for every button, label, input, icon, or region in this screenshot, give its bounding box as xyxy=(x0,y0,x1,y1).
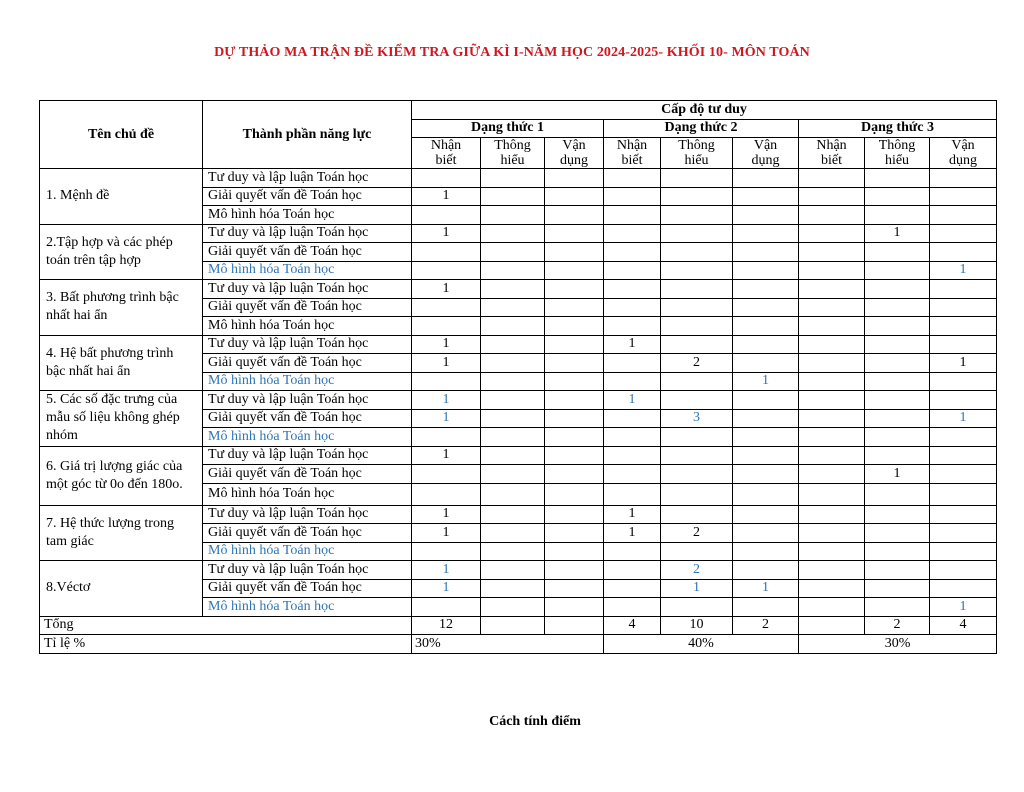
count-cell xyxy=(733,598,799,617)
count-cell xyxy=(733,561,799,580)
count-cell xyxy=(604,224,661,243)
count-cell xyxy=(545,261,604,280)
competency-label: Mô hình hóa Toán học xyxy=(203,261,412,280)
count-cell xyxy=(412,261,481,280)
count-cell xyxy=(799,428,865,447)
count-cell xyxy=(545,391,604,410)
count-cell xyxy=(799,261,865,280)
matrix-row xyxy=(40,280,997,299)
count-cell xyxy=(481,465,545,484)
total-cell: 2 xyxy=(733,616,799,635)
count-cell xyxy=(412,598,481,617)
count-cell xyxy=(930,224,997,243)
count-cell: 1 xyxy=(865,465,930,484)
count-cell xyxy=(733,169,799,188)
count-cell xyxy=(930,465,997,484)
level-header: Thông hiểu xyxy=(661,138,733,169)
count-cell xyxy=(604,409,661,428)
count-cell: 1 xyxy=(604,335,661,354)
count-cell xyxy=(799,561,865,580)
count-cell xyxy=(604,372,661,391)
count-cell: 1 xyxy=(604,524,661,543)
count-cell xyxy=(930,428,997,447)
count-cell xyxy=(545,243,604,262)
count-cell xyxy=(481,187,545,206)
count-cell xyxy=(481,317,545,336)
count-cell xyxy=(481,372,545,391)
count-cell xyxy=(661,224,733,243)
count-cell xyxy=(799,409,865,428)
count-cell: 1 xyxy=(412,354,481,373)
count-cell xyxy=(412,428,481,447)
count-cell xyxy=(799,579,865,598)
count-cell xyxy=(661,317,733,336)
total-cell: 10 xyxy=(661,616,733,635)
topic-name-part: . xyxy=(179,476,183,492)
count-cell xyxy=(661,187,733,206)
competency-label: Tư duy và lập luận Toán học xyxy=(203,169,412,188)
competency-label: Tư duy và lập luận Toán học xyxy=(203,335,412,354)
ratio-cell: 30% xyxy=(412,635,604,654)
count-cell xyxy=(604,579,661,598)
ratio-label: Tỉ lệ % xyxy=(40,635,412,654)
competency-label: Giải quyết vấn đề Toán học xyxy=(203,243,412,262)
level-header: Vận dụng xyxy=(930,138,997,169)
total-cell: 4 xyxy=(604,616,661,635)
count-cell xyxy=(930,317,997,336)
topic-name: 5. Các số đặc trưng của mẫu số liệu không ghép nhóm xyxy=(40,391,203,447)
total-cell xyxy=(545,616,604,635)
count-cell xyxy=(604,317,661,336)
count-cell xyxy=(865,280,930,299)
count-cell xyxy=(545,354,604,373)
competency-column-header: Thành phần năng lực xyxy=(203,101,412,169)
count-cell: 1 xyxy=(412,335,481,354)
count-cell: 1 xyxy=(865,224,930,243)
count-cell xyxy=(661,446,733,465)
competency-label: Tư duy và lập luận Toán học xyxy=(203,280,412,299)
count-cell xyxy=(604,261,661,280)
count-cell xyxy=(865,579,930,598)
count-cell xyxy=(481,206,545,225)
count-cell xyxy=(799,317,865,336)
count-cell xyxy=(799,598,865,617)
count-cell xyxy=(733,243,799,262)
count-cell xyxy=(481,224,545,243)
count-cell xyxy=(661,542,733,561)
count-cell xyxy=(930,524,997,543)
count-cell xyxy=(733,446,799,465)
count-cell xyxy=(545,446,604,465)
ratio-row xyxy=(40,635,997,654)
matrix-row xyxy=(40,224,997,243)
count-cell xyxy=(412,542,481,561)
count-cell xyxy=(481,335,545,354)
count-cell xyxy=(545,561,604,580)
count-cell xyxy=(930,187,997,206)
count-cell xyxy=(661,428,733,447)
competency-label: Mô hình hóa Toán học xyxy=(203,372,412,391)
topic-name-part: o xyxy=(172,476,180,492)
count-cell xyxy=(799,206,865,225)
count-cell xyxy=(865,409,930,428)
count-cell xyxy=(481,561,545,580)
count-cell: 2 xyxy=(661,561,733,580)
count-cell xyxy=(481,298,545,317)
count-cell: 1 xyxy=(733,372,799,391)
count-cell xyxy=(481,428,545,447)
count-cell: 1 xyxy=(930,261,997,280)
competency-label: Giải quyết vấn đề Toán học xyxy=(203,354,412,373)
count-cell: 1 xyxy=(604,505,661,524)
count-cell xyxy=(865,243,930,262)
count-cell xyxy=(481,409,545,428)
count-cell xyxy=(545,598,604,617)
matrix-row xyxy=(40,561,997,580)
count-cell xyxy=(481,598,545,617)
count-cell: 1 xyxy=(412,224,481,243)
count-cell xyxy=(545,206,604,225)
topic-name: 3. Bất phương trình bậc nhất hai ẩn xyxy=(40,280,203,336)
competency-label: Giải quyết vấn đề Toán học xyxy=(203,298,412,317)
count-cell xyxy=(604,483,661,505)
count-cell xyxy=(661,206,733,225)
scoring-method-heading: Cách tính điểm xyxy=(489,714,581,729)
count-cell xyxy=(545,483,604,505)
count-cell xyxy=(799,243,865,262)
competency-label: Tư duy và lập luận Toán học xyxy=(203,391,412,410)
count-cell xyxy=(733,298,799,317)
total-cell xyxy=(481,616,545,635)
count-cell xyxy=(604,446,661,465)
count-cell xyxy=(733,224,799,243)
competency-label: Mô hình hóa Toán học xyxy=(203,206,412,225)
count-cell xyxy=(412,465,481,484)
level-header: Thông hiểu xyxy=(865,138,930,169)
count-cell: 2 xyxy=(661,524,733,543)
count-cell xyxy=(412,298,481,317)
assessment-matrix-table xyxy=(39,100,997,654)
count-cell xyxy=(604,354,661,373)
count-cell: 1 xyxy=(930,409,997,428)
count-cell xyxy=(661,169,733,188)
count-cell xyxy=(481,579,545,598)
count-cell xyxy=(545,542,604,561)
level-header: Vận dụng xyxy=(545,138,604,169)
competency-label: Mô hình hóa Toán học xyxy=(203,428,412,447)
count-cell xyxy=(481,243,545,262)
total-label: Tổng xyxy=(40,616,412,635)
count-cell xyxy=(799,391,865,410)
competency-label: Tư duy và lập luận Toán học xyxy=(203,561,412,580)
count-cell xyxy=(661,465,733,484)
count-cell xyxy=(865,335,930,354)
count-cell xyxy=(865,372,930,391)
count-cell: 1 xyxy=(412,524,481,543)
count-cell xyxy=(799,372,865,391)
competency-label: Mô hình hóa Toán học xyxy=(203,542,412,561)
count-cell xyxy=(733,335,799,354)
count-cell xyxy=(661,483,733,505)
competency-label: Tư duy và lập luận Toán học xyxy=(203,446,412,465)
count-cell xyxy=(865,524,930,543)
count-cell xyxy=(799,524,865,543)
count-cell xyxy=(733,524,799,543)
total-cell: 12 xyxy=(412,616,481,635)
count-cell xyxy=(799,187,865,206)
count-cell xyxy=(930,446,997,465)
count-cell xyxy=(865,187,930,206)
count-cell xyxy=(930,335,997,354)
count-cell: 1 xyxy=(661,579,733,598)
count-cell xyxy=(545,335,604,354)
total-row xyxy=(40,616,997,635)
topic-name-part: o xyxy=(116,476,124,492)
count-cell: 1 xyxy=(930,354,997,373)
count-cell xyxy=(799,446,865,465)
count-cell xyxy=(545,224,604,243)
competency-label: Giải quyết vấn đề Toán học xyxy=(203,409,412,428)
topic-name: 4. Hệ bất phương trình bậc nhất hai ẩn xyxy=(40,335,203,391)
count-cell xyxy=(733,354,799,373)
count-cell xyxy=(865,446,930,465)
competency-label: Giải quyết vấn đề Toán học xyxy=(203,187,412,206)
count-cell xyxy=(799,224,865,243)
total-cell xyxy=(799,616,865,635)
competency-label: Tư duy và lập luận Toán học xyxy=(203,224,412,243)
count-cell xyxy=(545,505,604,524)
count-cell xyxy=(930,505,997,524)
count-cell xyxy=(930,391,997,410)
count-cell xyxy=(930,243,997,262)
competency-label: Giải quyết vấn đề Toán học xyxy=(203,465,412,484)
count-cell xyxy=(930,579,997,598)
total-cell: 2 xyxy=(865,616,930,635)
count-cell xyxy=(412,206,481,225)
count-cell xyxy=(799,354,865,373)
count-cell xyxy=(545,372,604,391)
count-cell: 1 xyxy=(412,446,481,465)
count-cell xyxy=(661,261,733,280)
topic-name-part: 6. Giá trị lượng giác của một góc từ 0 xyxy=(46,458,183,492)
count-cell xyxy=(799,335,865,354)
count-cell xyxy=(733,465,799,484)
competency-label: Giải quyết vấn đề Toán học xyxy=(203,579,412,598)
count-cell xyxy=(799,280,865,299)
count-cell xyxy=(865,317,930,336)
count-cell: 1 xyxy=(412,187,481,206)
count-cell xyxy=(930,298,997,317)
count-cell xyxy=(412,169,481,188)
count-cell xyxy=(865,561,930,580)
count-cell: 1 xyxy=(412,280,481,299)
count-cell xyxy=(733,542,799,561)
count-cell xyxy=(733,187,799,206)
count-cell xyxy=(865,483,930,505)
count-cell xyxy=(865,298,930,317)
count-cell xyxy=(545,187,604,206)
level-header: Nhận biết xyxy=(412,138,481,169)
count-cell xyxy=(412,243,481,262)
count-cell xyxy=(545,317,604,336)
count-cell: 3 xyxy=(661,409,733,428)
count-cell xyxy=(545,169,604,188)
count-cell xyxy=(733,206,799,225)
count-cell xyxy=(930,169,997,188)
topic-name: 7. Hệ thức lượng trong tam giác xyxy=(40,505,203,561)
count-cell xyxy=(481,280,545,299)
count-cell xyxy=(604,169,661,188)
page-title: DỰ THẢO MA TRẬN ĐỀ KIỂM TRA GIỮA KÌ I-NĂM HỌC 2024-2025- KHỐI 10- MÔN TOÁN xyxy=(214,45,810,60)
form-1-header: Dạng thức 1 xyxy=(412,119,604,138)
count-cell xyxy=(930,372,997,391)
topic-name: 8.Véctơ xyxy=(40,561,203,617)
count-cell xyxy=(545,428,604,447)
count-cell xyxy=(604,598,661,617)
count-cell xyxy=(481,391,545,410)
count-cell xyxy=(799,542,865,561)
count-cell xyxy=(865,206,930,225)
count-cell xyxy=(930,561,997,580)
count-cell xyxy=(733,409,799,428)
count-cell xyxy=(481,169,545,188)
count-cell xyxy=(865,505,930,524)
level-header: Vận dụng xyxy=(733,138,799,169)
topic-name-part: đến 180 xyxy=(123,476,173,492)
matrix-row xyxy=(40,335,997,354)
count-cell: 1 xyxy=(412,505,481,524)
count-cell: 1 xyxy=(412,561,481,580)
topic-name: 2.Tập hợp và các phép toán trên tập hợp xyxy=(40,224,203,280)
level-header: Thông hiểu xyxy=(481,138,545,169)
count-cell xyxy=(545,409,604,428)
topic-column-header: Tên chủ đề xyxy=(40,101,203,169)
level-header: Nhận biết xyxy=(604,138,661,169)
count-cell: 1 xyxy=(930,598,997,617)
count-cell xyxy=(412,483,481,505)
count-cell xyxy=(865,261,930,280)
count-cell xyxy=(661,391,733,410)
count-cell xyxy=(481,446,545,465)
count-cell xyxy=(930,280,997,299)
count-cell xyxy=(799,298,865,317)
count-cell xyxy=(865,598,930,617)
count-cell xyxy=(604,428,661,447)
count-cell xyxy=(604,542,661,561)
count-cell xyxy=(604,561,661,580)
count-cell xyxy=(865,428,930,447)
count-cell: 1 xyxy=(412,409,481,428)
count-cell xyxy=(865,169,930,188)
count-cell xyxy=(661,298,733,317)
count-cell xyxy=(661,243,733,262)
count-cell xyxy=(481,542,545,561)
count-cell xyxy=(604,187,661,206)
count-cell: 1 xyxy=(604,391,661,410)
count-cell xyxy=(604,206,661,225)
count-cell xyxy=(604,298,661,317)
total-cell: 4 xyxy=(930,616,997,635)
competency-label: Mô hình hóa Toán học xyxy=(203,483,412,505)
count-cell xyxy=(799,505,865,524)
count-cell xyxy=(865,354,930,373)
count-cell xyxy=(545,579,604,598)
count-cell xyxy=(545,524,604,543)
count-cell: 1 xyxy=(412,579,481,598)
count-cell xyxy=(733,428,799,447)
count-cell xyxy=(545,465,604,484)
count-cell xyxy=(930,483,997,505)
count-cell xyxy=(865,391,930,410)
count-cell xyxy=(733,483,799,505)
count-cell xyxy=(481,483,545,505)
matrix-row xyxy=(40,505,997,524)
matrix-row xyxy=(40,391,997,410)
topic-name: 1. Mệnh đề xyxy=(40,169,203,225)
count-cell xyxy=(481,354,545,373)
count-cell xyxy=(733,391,799,410)
form-2-header: Dạng thức 2 xyxy=(604,119,799,138)
ratio-cell: 30% xyxy=(799,635,997,654)
count-cell xyxy=(733,280,799,299)
count-cell xyxy=(481,524,545,543)
matrix-row xyxy=(40,169,997,188)
count-cell xyxy=(412,372,481,391)
count-cell xyxy=(661,335,733,354)
count-cell xyxy=(604,243,661,262)
count-cell xyxy=(661,372,733,391)
count-cell xyxy=(604,280,661,299)
count-cell xyxy=(799,483,865,505)
count-cell xyxy=(733,261,799,280)
competency-label: Mô hình hóa Toán học xyxy=(203,317,412,336)
count-cell xyxy=(545,298,604,317)
count-cell xyxy=(930,206,997,225)
count-cell xyxy=(481,261,545,280)
competency-label: Tư duy và lập luận Toán học xyxy=(203,505,412,524)
level-header: Nhận biết xyxy=(799,138,865,169)
count-cell xyxy=(545,280,604,299)
count-cell xyxy=(733,317,799,336)
count-cell: 2 xyxy=(661,354,733,373)
form-3-header: Dạng thức 3 xyxy=(799,119,997,138)
count-cell xyxy=(799,465,865,484)
count-cell xyxy=(661,598,733,617)
count-cell xyxy=(930,542,997,561)
count-cell: 1 xyxy=(733,579,799,598)
count-cell xyxy=(865,542,930,561)
count-cell xyxy=(661,505,733,524)
count-cell: 1 xyxy=(412,391,481,410)
competency-label: Mô hình hóa Toán học xyxy=(203,598,412,617)
count-cell xyxy=(661,280,733,299)
thinking-level-header: Cấp độ tư duy xyxy=(412,101,997,120)
count-cell xyxy=(604,465,661,484)
count-cell xyxy=(481,505,545,524)
competency-label: Giải quyết vấn đề Toán học xyxy=(203,524,412,543)
count-cell xyxy=(799,169,865,188)
ratio-cell: 40% xyxy=(604,635,799,654)
count-cell xyxy=(412,317,481,336)
matrix-row xyxy=(40,446,997,465)
count-cell xyxy=(733,505,799,524)
topic-name xyxy=(40,446,203,505)
